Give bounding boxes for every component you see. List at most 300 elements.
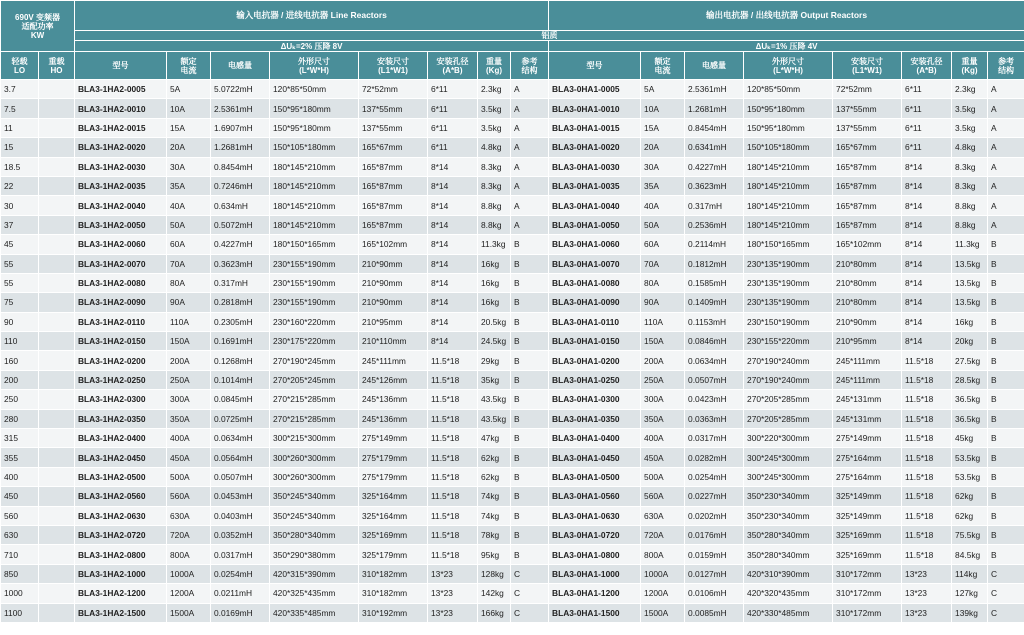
- cell-output-structure: B: [988, 293, 1024, 312]
- cell-line-model: BLA3-1HA2-1000: [75, 564, 167, 583]
- cell-line-dimensions: 230*160*220mm: [270, 312, 359, 331]
- cell-output-hole: 11.5*18: [902, 351, 952, 370]
- table-row: [1, 370, 1024, 389]
- cell-output-weight: 16kg: [952, 312, 988, 331]
- cell-line-structure: B: [511, 293, 549, 312]
- cell-light-load: 3.7: [1, 80, 39, 99]
- cell-output-structure: B: [988, 506, 1024, 525]
- cell-line-structure: B: [511, 390, 549, 409]
- cell-line-model: BLA3-1HA2-0450: [75, 448, 167, 467]
- cell-output-inductance: 0.0127mH: [685, 564, 744, 583]
- cell-output-inductance: 0.1409mH: [685, 293, 744, 312]
- output-reactors-title: 输出电抗器 / 出线电抗器 Output Reactors: [549, 1, 1024, 31]
- cell-output-hole: 11.5*18: [902, 370, 952, 389]
- cell-output-inductance: 0.0202mH: [685, 506, 744, 525]
- cell-output-dimensions: 420*320*435mm: [744, 584, 833, 603]
- cell-line-structure: A: [511, 176, 549, 195]
- cell-output-hole: 8*14: [902, 196, 952, 215]
- cell-line-weight: 16kg: [478, 273, 511, 292]
- cell-output-mounting: 210*90mm: [833, 312, 902, 331]
- cell-line-weight: 16kg: [478, 254, 511, 273]
- column-header-row: [1, 52, 1024, 80]
- cell-line-inductance: 2.5361mH: [211, 99, 270, 118]
- cell-line-inductance: 0.0169mH: [211, 603, 270, 622]
- cell-line-mounting: 325*179mm: [359, 545, 428, 564]
- cell-line-mounting: 165*87mm: [359, 157, 428, 176]
- cell-line-mounting: 245*136mm: [359, 409, 428, 428]
- table-row: [1, 99, 1024, 118]
- cell-line-dimensions: 230*155*190mm: [270, 254, 359, 273]
- cell-output-hole: 8*14: [902, 254, 952, 273]
- cell-heavy-load: [39, 351, 75, 370]
- cell-output-weight: 139kg: [952, 603, 988, 622]
- cell-output-weight: 13.5kg: [952, 254, 988, 273]
- cell-output-structure: B: [988, 429, 1024, 448]
- table-header: [1, 1, 1024, 80]
- cell-output-hole: 8*14: [902, 235, 952, 254]
- cell-light-load: 55: [1, 254, 39, 273]
- cell-line-inductance: 0.0845mH: [211, 390, 270, 409]
- cell-line-weight: 4.8kg: [478, 138, 511, 157]
- cell-output-current: 1500A: [641, 603, 685, 622]
- cell-heavy-load: [39, 525, 75, 544]
- cell-line-structure: B: [511, 467, 549, 486]
- cell-output-model: BLA3-0HA1-0720: [549, 525, 641, 544]
- cell-line-current: 450A: [167, 448, 211, 467]
- cell-line-structure: C: [511, 584, 549, 603]
- cell-output-weight: 27.5kg: [952, 351, 988, 370]
- cell-line-current: 150A: [167, 332, 211, 351]
- cell-output-current: 15A: [641, 118, 685, 137]
- cell-output-model: BLA3-0HA1-0800: [549, 545, 641, 564]
- cell-line-hole: 6*11: [428, 99, 478, 118]
- cell-line-model: BLA3-1HA2-0800: [75, 545, 167, 564]
- table-row: [1, 467, 1024, 486]
- cell-output-current: 560A: [641, 487, 685, 506]
- cell-line-model: BLA3-1HA2-0500: [75, 467, 167, 486]
- cell-output-dimensions: 230*150*190mm: [744, 312, 833, 331]
- cell-line-weight: 128kg: [478, 564, 511, 583]
- cell-output-current: 250A: [641, 370, 685, 389]
- cell-output-hole: 13*23: [902, 603, 952, 622]
- cell-line-mounting: 210*90mm: [359, 273, 428, 292]
- cell-line-inductance: 0.0254mH: [211, 564, 270, 583]
- cell-output-hole: 11.5*18: [902, 390, 952, 409]
- cell-output-hole: 8*14: [902, 157, 952, 176]
- cell-output-mounting: 72*52mm: [833, 80, 902, 99]
- cell-line-model: BLA3-1HA2-0005: [75, 80, 167, 99]
- cell-output-model: BLA3-0HA1-0030: [549, 157, 641, 176]
- cell-line-hole: 8*14: [428, 157, 478, 176]
- table-row: [1, 351, 1024, 370]
- cell-line-model: BLA3-1HA2-0400: [75, 429, 167, 448]
- cell-line-mounting: 325*164mm: [359, 506, 428, 525]
- cell-output-model: BLA3-0HA1-0200: [549, 351, 641, 370]
- cell-output-current: 30A: [641, 157, 685, 176]
- cell-line-model: BLA3-1HA2-0030: [75, 157, 167, 176]
- cell-line-dimensions: 180*145*210mm: [270, 157, 359, 176]
- cell-light-load: 400: [1, 467, 39, 486]
- cell-output-structure: B: [988, 545, 1024, 564]
- cell-output-structure: A: [988, 118, 1024, 137]
- cell-output-dimensions: 420*310*390mm: [744, 564, 833, 583]
- cell-line-mounting: 310*182mm: [359, 584, 428, 603]
- cell-line-mounting: 325*169mm: [359, 525, 428, 544]
- cell-light-load: 22: [1, 176, 39, 195]
- cell-line-hole: 11.5*18: [428, 525, 478, 544]
- cell-heavy-load: [39, 603, 75, 622]
- cell-light-load: 18.5: [1, 157, 39, 176]
- cell-line-hole: 11.5*18: [428, 351, 478, 370]
- cell-output-mounting: 210*80mm: [833, 273, 902, 292]
- cell-line-model: BLA3-1HA2-0080: [75, 273, 167, 292]
- cell-light-load: 200: [1, 370, 39, 389]
- cell-line-model: BLA3-1HA2-0015: [75, 118, 167, 137]
- table-row: [1, 138, 1024, 157]
- cell-line-inductance: 0.0352mH: [211, 525, 270, 544]
- cell-line-current: 10A: [167, 99, 211, 118]
- table-row: [1, 390, 1024, 409]
- cell-light-load: 37: [1, 215, 39, 234]
- cell-line-current: 35A: [167, 176, 211, 195]
- cell-line-mounting: 210*110mm: [359, 332, 428, 351]
- cell-output-mounting: 275*164mm: [833, 448, 902, 467]
- cell-output-weight: 36.5kg: [952, 390, 988, 409]
- cell-heavy-load: [39, 467, 75, 486]
- cell-output-structure: A: [988, 196, 1024, 215]
- cell-line-structure: B: [511, 312, 549, 331]
- cell-line-hole: 11.5*18: [428, 545, 478, 564]
- col-output-dimensions: 外形尺寸 (L*W*H): [744, 52, 833, 80]
- table-row: [1, 215, 1024, 234]
- cell-output-weight: 53.5kg: [952, 467, 988, 486]
- cell-output-inductance: 0.2114mH: [685, 235, 744, 254]
- cell-output-weight: 2.3kg: [952, 80, 988, 99]
- cell-light-load: 55: [1, 273, 39, 292]
- cell-heavy-load: [39, 196, 75, 215]
- cell-light-load: 850: [1, 564, 39, 583]
- cell-output-structure: B: [988, 525, 1024, 544]
- cell-light-load: 11: [1, 118, 39, 137]
- cell-light-load: 45: [1, 235, 39, 254]
- cell-output-hole: 11.5*18: [902, 487, 952, 506]
- cell-line-current: 350A: [167, 409, 211, 428]
- cell-line-current: 720A: [167, 525, 211, 544]
- table-row: [1, 312, 1024, 331]
- cell-output-dimensions: 270*190*240mm: [744, 370, 833, 389]
- cell-output-inductance: 0.0317mH: [685, 429, 744, 448]
- cell-line-weight: 95kg: [478, 545, 511, 564]
- table-row: [1, 196, 1024, 215]
- cell-output-mounting: 165*87mm: [833, 157, 902, 176]
- cell-light-load: 30: [1, 196, 39, 215]
- cell-output-dimensions: 270*205*285mm: [744, 390, 833, 409]
- cell-output-hole: 8*14: [902, 273, 952, 292]
- cell-output-inductance: 0.0106mH: [685, 584, 744, 603]
- cell-line-inductance: 0.8454mH: [211, 157, 270, 176]
- cell-output-inductance: 0.0254mH: [685, 467, 744, 486]
- cell-line-dimensions: 300*260*300mm: [270, 467, 359, 486]
- cell-line-dimensions: 420*325*435mm: [270, 584, 359, 603]
- cell-output-mounting: 137*55mm: [833, 99, 902, 118]
- cell-line-weight: 11.3kg: [478, 235, 511, 254]
- cell-output-mounting: 310*172mm: [833, 564, 902, 583]
- cell-line-model: BLA3-1HA2-0050: [75, 215, 167, 234]
- cell-line-weight: 29kg: [478, 351, 511, 370]
- cell-output-weight: 20kg: [952, 332, 988, 351]
- cell-line-structure: C: [511, 564, 549, 583]
- cell-line-inductance: 1.6907mH: [211, 118, 270, 137]
- cell-line-dimensions: 270*205*245mm: [270, 370, 359, 389]
- table-row: [1, 506, 1024, 525]
- cell-output-structure: A: [988, 157, 1024, 176]
- cell-output-mounting: 165*87mm: [833, 176, 902, 195]
- cell-output-dimensions: 150*105*180mm: [744, 138, 833, 157]
- cell-line-mounting: 275*149mm: [359, 429, 428, 448]
- cell-output-current: 35A: [641, 176, 685, 195]
- cell-output-current: 50A: [641, 215, 685, 234]
- cell-output-model: BLA3-0HA1-0300: [549, 390, 641, 409]
- cell-output-structure: C: [988, 603, 1024, 622]
- cell-line-model: BLA3-1HA2-0070: [75, 254, 167, 273]
- cell-line-structure: B: [511, 351, 549, 370]
- cell-line-inductance: 0.5072mH: [211, 215, 270, 234]
- table-row: [1, 487, 1024, 506]
- cell-output-mounting: 325*149mm: [833, 487, 902, 506]
- col-output-weight: 重量 (Kg): [952, 52, 988, 80]
- cell-output-model: BLA3-0HA1-0350: [549, 409, 641, 428]
- cell-line-model: BLA3-1HA2-0630: [75, 506, 167, 525]
- cell-line-structure: A: [511, 118, 549, 137]
- cell-output-inductance: 0.6341mH: [685, 138, 744, 157]
- cell-line-current: 40A: [167, 196, 211, 215]
- cell-output-inductance: 0.0423mH: [685, 390, 744, 409]
- cell-heavy-load: [39, 99, 75, 118]
- cell-heavy-load: [39, 273, 75, 292]
- cell-line-hole: 8*14: [428, 235, 478, 254]
- cell-heavy-load: [39, 429, 75, 448]
- table-row: [1, 235, 1024, 254]
- cell-line-dimensions: 270*215*285mm: [270, 409, 359, 428]
- cell-line-current: 400A: [167, 429, 211, 448]
- table-row: [1, 564, 1024, 583]
- line-reactors-title: 输入电抗器 / 进线电抗器 Line Reactors: [75, 1, 549, 31]
- cell-line-inductance: 0.2818mH: [211, 293, 270, 312]
- cell-output-dimensions: 180*145*210mm: [744, 215, 833, 234]
- cell-line-current: 500A: [167, 467, 211, 486]
- cell-line-model: BLA3-1HA2-0150: [75, 332, 167, 351]
- cell-light-load: 15: [1, 138, 39, 157]
- cell-line-hole: 8*14: [428, 196, 478, 215]
- cell-line-dimensions: 180*150*165mm: [270, 235, 359, 254]
- cell-line-structure: B: [511, 448, 549, 467]
- cell-output-structure: B: [988, 235, 1024, 254]
- col-output-structure: 参考 结构: [988, 52, 1024, 80]
- col-line-mounting: 安装尺寸 (L1*W1): [359, 52, 428, 80]
- cell-output-weight: 3.5kg: [952, 99, 988, 118]
- cell-output-inductance: 0.0363mH: [685, 409, 744, 428]
- cell-line-model: BLA3-1HA2-0020: [75, 138, 167, 157]
- table-body: [1, 80, 1024, 623]
- cell-heavy-load: [39, 312, 75, 331]
- cell-line-hole: 6*11: [428, 80, 478, 99]
- cell-line-current: 1200A: [167, 584, 211, 603]
- cell-line-mounting: 137*55mm: [359, 118, 428, 137]
- cell-output-model: BLA3-0HA1-0500: [549, 467, 641, 486]
- cell-output-structure: B: [988, 273, 1024, 292]
- cell-heavy-load: [39, 215, 75, 234]
- cell-output-inductance: 0.2536mH: [685, 215, 744, 234]
- cell-output-mounting: 275*164mm: [833, 467, 902, 486]
- cell-heavy-load: [39, 564, 75, 583]
- cell-output-hole: 11.5*18: [902, 525, 952, 544]
- cell-line-structure: B: [511, 254, 549, 273]
- cell-output-structure: A: [988, 80, 1024, 99]
- cell-output-model: BLA3-0HA1-0090: [549, 293, 641, 312]
- cell-line-weight: 8.3kg: [478, 176, 511, 195]
- cell-output-inductance: 0.4227mH: [685, 157, 744, 176]
- cell-line-weight: 142kg: [478, 584, 511, 603]
- cell-output-model: BLA3-0HA1-1500: [549, 603, 641, 622]
- col-line-weight: 重量 (Kg): [478, 52, 511, 80]
- cell-output-mounting: 210*80mm: [833, 293, 902, 312]
- cell-output-hole: 6*11: [902, 138, 952, 157]
- cell-line-model: BLA3-1HA2-0010: [75, 99, 167, 118]
- cell-line-model: BLA3-1HA2-0060: [75, 235, 167, 254]
- cell-line-structure: A: [511, 215, 549, 234]
- table-row: [1, 584, 1024, 603]
- cell-line-model: BLA3-1HA2-0560: [75, 487, 167, 506]
- cell-output-current: 40A: [641, 196, 685, 215]
- cell-heavy-load: [39, 176, 75, 195]
- cell-output-mounting: 325*149mm: [833, 506, 902, 525]
- cell-output-hole: 8*14: [902, 293, 952, 312]
- cell-line-hole: 11.5*18: [428, 409, 478, 428]
- cell-output-hole: 8*14: [902, 215, 952, 234]
- cell-line-dimensions: 180*145*210mm: [270, 176, 359, 195]
- cell-light-load: 250: [1, 390, 39, 409]
- cell-output-current: 630A: [641, 506, 685, 525]
- cell-output-mounting: 245*111mm: [833, 370, 902, 389]
- cell-output-dimensions: 350*230*340mm: [744, 506, 833, 525]
- cell-line-inductance: 0.0634mH: [211, 429, 270, 448]
- cell-line-hole: 11.5*18: [428, 487, 478, 506]
- cell-light-load: 355: [1, 448, 39, 467]
- cell-line-mounting: 137*55mm: [359, 99, 428, 118]
- cell-output-mounting: 310*172mm: [833, 603, 902, 622]
- cell-line-dimensions: 270*190*245mm: [270, 351, 359, 370]
- cell-output-mounting: 310*172mm: [833, 584, 902, 603]
- cell-line-weight: 16kg: [478, 293, 511, 312]
- cell-line-mounting: 245*126mm: [359, 370, 428, 389]
- cell-output-weight: 13.5kg: [952, 273, 988, 292]
- cell-light-load: 7.5: [1, 99, 39, 118]
- cell-line-structure: B: [511, 370, 549, 389]
- cell-line-hole: 8*14: [428, 293, 478, 312]
- cell-output-model: BLA3-0HA1-0630: [549, 506, 641, 525]
- cell-light-load: 1000: [1, 584, 39, 603]
- cell-line-model: BLA3-1HA2-0720: [75, 525, 167, 544]
- cell-output-dimensions: 300*220*300mm: [744, 429, 833, 448]
- cell-line-mounting: 165*87mm: [359, 196, 428, 215]
- cell-line-current: 560A: [167, 487, 211, 506]
- cell-line-current: 630A: [167, 506, 211, 525]
- col-line-inductance: 电感量: [211, 52, 270, 80]
- cell-output-current: 90A: [641, 293, 685, 312]
- cell-line-hole: 8*14: [428, 215, 478, 234]
- cell-output-inductance: 0.1585mH: [685, 273, 744, 292]
- cell-line-hole: 11.5*18: [428, 448, 478, 467]
- cell-heavy-load: [39, 235, 75, 254]
- cell-line-dimensions: 420*315*390mm: [270, 564, 359, 583]
- cell-output-dimensions: 230*155*220mm: [744, 332, 833, 351]
- cell-line-dimensions: 350*245*340mm: [270, 487, 359, 506]
- cell-output-current: 800A: [641, 545, 685, 564]
- cell-output-model: BLA3-0HA1-0080: [549, 273, 641, 292]
- cell-output-inductance: 0.0634mH: [685, 351, 744, 370]
- col-light-load: 轻载 LO: [1, 52, 39, 80]
- cell-output-structure: A: [988, 176, 1024, 195]
- cell-output-inductance: 0.0846mH: [685, 332, 744, 351]
- cell-light-load: 450: [1, 487, 39, 506]
- cell-output-model: BLA3-0HA1-0040: [549, 196, 641, 215]
- cell-line-inductance: 0.0564mH: [211, 448, 270, 467]
- cell-line-structure: B: [511, 506, 549, 525]
- cell-output-weight: 8.3kg: [952, 157, 988, 176]
- cell-output-hole: 8*14: [902, 332, 952, 351]
- cell-output-weight: 53.5kg: [952, 448, 988, 467]
- cell-line-structure: B: [511, 235, 549, 254]
- cell-line-weight: 43.5kg: [478, 409, 511, 428]
- cell-output-current: 1000A: [641, 564, 685, 583]
- cell-line-current: 20A: [167, 138, 211, 157]
- table-row: [1, 545, 1024, 564]
- cell-output-weight: 28.5kg: [952, 370, 988, 389]
- cell-output-inductance: 0.1153mH: [685, 312, 744, 331]
- cell-heavy-load: [39, 409, 75, 428]
- cell-line-structure: A: [511, 138, 549, 157]
- cell-output-model: BLA3-0HA1-0150: [549, 332, 641, 351]
- cell-output-mounting: 245*131mm: [833, 409, 902, 428]
- cell-line-weight: 8.8kg: [478, 215, 511, 234]
- cell-line-structure: B: [511, 273, 549, 292]
- cell-output-mounting: 245*131mm: [833, 390, 902, 409]
- cell-line-current: 80A: [167, 273, 211, 292]
- cell-line-weight: 20.5kg: [478, 312, 511, 331]
- cell-line-mounting: 72*52mm: [359, 80, 428, 99]
- cell-line-model: BLA3-1HA2-0200: [75, 351, 167, 370]
- cell-output-dimensions: 150*95*180mm: [744, 118, 833, 137]
- cell-line-hole: 8*14: [428, 312, 478, 331]
- cell-line-inductance: 0.7246mH: [211, 176, 270, 195]
- table-row: [1, 332, 1024, 351]
- cell-line-current: 800A: [167, 545, 211, 564]
- cell-line-inductance: 5.0722mH: [211, 80, 270, 99]
- cell-output-current: 200A: [641, 351, 685, 370]
- cell-line-inductance: 0.4227mH: [211, 235, 270, 254]
- cell-output-current: 10A: [641, 99, 685, 118]
- cell-line-inductance: 0.0317mH: [211, 545, 270, 564]
- cell-line-hole: 8*14: [428, 332, 478, 351]
- cell-output-model: BLA3-0HA1-0015: [549, 118, 641, 137]
- cell-output-mounting: 325*169mm: [833, 525, 902, 544]
- cell-output-inductance: 2.5361mH: [685, 80, 744, 99]
- cell-line-current: 250A: [167, 370, 211, 389]
- cell-line-dimensions: 120*85*50mm: [270, 80, 359, 99]
- cell-output-model: BLA3-0HA1-0010: [549, 99, 641, 118]
- cell-line-hole: 8*14: [428, 254, 478, 273]
- cell-line-weight: 3.5kg: [478, 118, 511, 137]
